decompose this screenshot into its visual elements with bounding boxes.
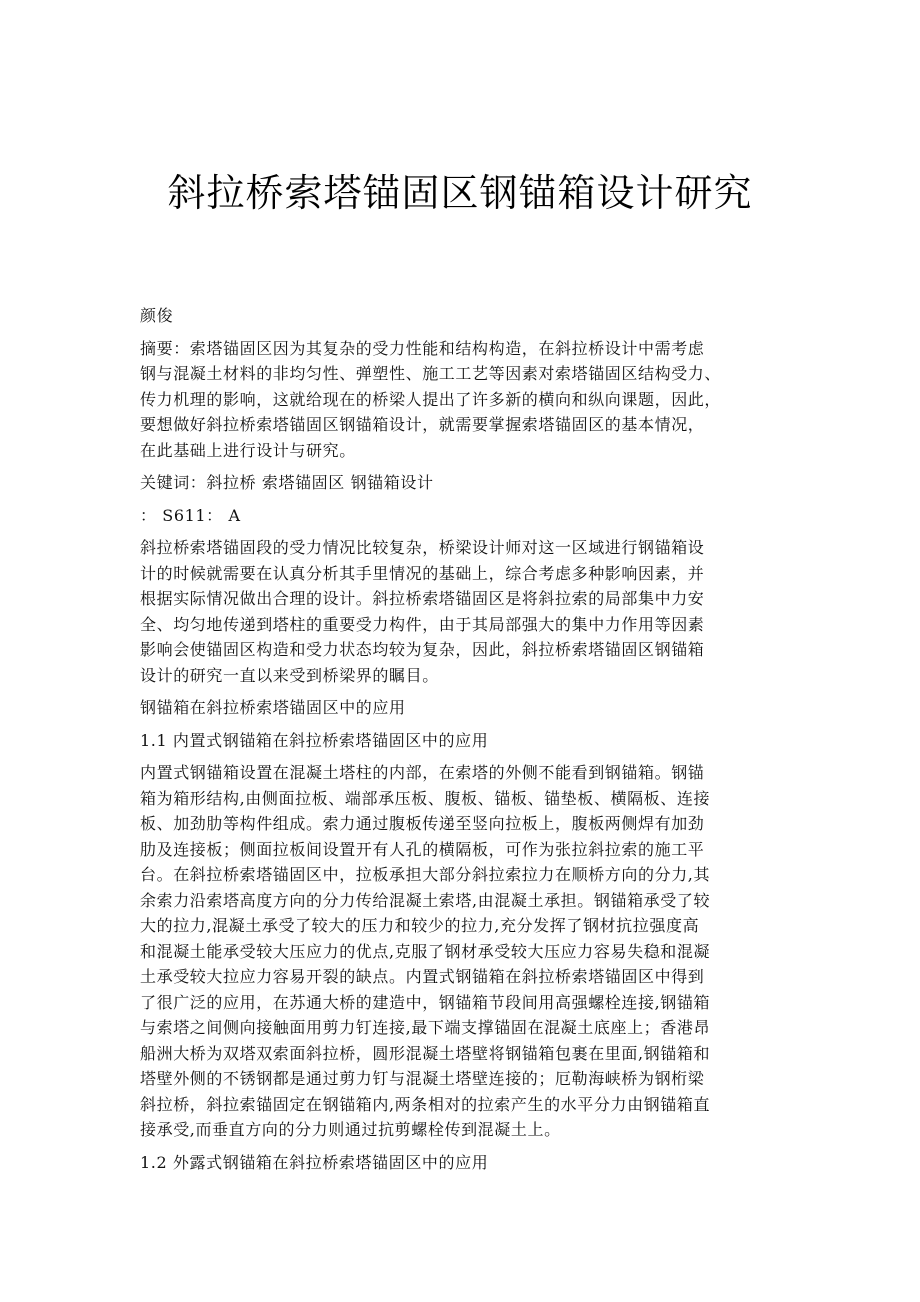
text-line: 和混凝土能承受较大压应力的优点,克服了钢材承受较大压应力容易失稳和混凝: [140, 941, 711, 961]
text-line: 斜拉桥索塔锚固段的受力情况比较复杂，桥梁设计师对这一区域进行钢锚箱设: [140, 538, 705, 557]
text-line: 计的时候就需要在认真分析其手里情况的基础上，综合考虑多种影响因素，并: [140, 563, 705, 583]
document-title: 斜拉桥索塔锚固区钢锚箱设计研究: [167, 171, 753, 215]
text-line: 塔壁外侧的不锈钢都是通过剪力钉与混凝土塔壁连接的；厄勒海峡桥为钢桁梁: [140, 1069, 705, 1088]
text-line: 余索力沿索塔高度方向的分力传给混凝土索塔,由混凝土承担。钢锚箱承受了较: [140, 890, 711, 910]
text-line: 接承受,而垂直方向的分力则通过抗剪螺栓传到混凝土上。: [140, 1120, 561, 1139]
text-line: 摘要：索塔锚固区因为其复杂的受力性能和结构构造，在斜拉桥设计中需考虑: [140, 338, 705, 358]
text-line: 在此基础上进行设计与研究。: [140, 440, 356, 460]
text-line: ： S611： A: [140, 505, 241, 525]
text-line: 设计的研究一直以来受到桥梁界的瞩目。: [140, 665, 439, 685]
section-heading: [140, 1150, 780, 1176]
text-line: 箱为箱形结构,由侧面拉板、端部承压板、腹板、锚板、锚垫板、横隔板、连接: [140, 788, 711, 808]
document-body: [140, 303, 780, 1182]
text-line: 肋及连接板；侧面拉板间设置开有人孔的横隔板，可作为张拉斜拉索的施工平: [140, 839, 705, 859]
author: [140, 303, 780, 329]
body-paragraph: [140, 535, 780, 688]
text-line: 1.2 外露式钢锚箱在斜拉桥索塔锚固区中的应用: [140, 1152, 489, 1172]
section-heading: [140, 728, 780, 754]
keywords-paragraph: [140, 470, 780, 496]
text-line: 大的拉力,混凝土承受了较大的压力和较少的拉力,充分发挥了钢材抗拉强度高: [140, 916, 700, 935]
text-line: 1.1 内置式钢锚箱在斜拉桥索塔锚固区中的应用: [140, 730, 489, 750]
text-line: 斜拉桥，斜拉索锚固定在钢锚箱内,两条相对的拉索产生的水平分力由钢锚箱直: [140, 1094, 711, 1114]
paragraph-list: [140, 336, 780, 1176]
text-line: 了很广泛的应用，在苏通大桥的建造中，钢锚箱节段间用高强螺栓连接,钢锚箱: [140, 992, 711, 1012]
text-line: 要想做好斜拉桥索塔锚固区钢锚箱设计，就需要掌握索塔锚固区的基本情况，: [140, 415, 705, 434]
text-line: 传力机理的影响，这就给现在的桥梁人提出了许多新的横向和纵向课题，因此，: [140, 389, 722, 409]
text-line: 影响会使锚固区构造和受力状态均较为复杂，因此，斜拉桥索塔锚固区钢锚箱: [140, 640, 705, 659]
text-line: 关键词：斜拉桥 索塔锚固区 钢锚箱设计: [140, 473, 434, 492]
text-line: 根据实际情况做出合理的设计。斜拉桥索塔锚固区是将斜拉索的局部集中力安: [140, 589, 705, 608]
text-line: 台。在斜拉桥索塔锚固区中，拉板承担大部分斜拉索拉力在顺桥方向的分力,其: [140, 865, 711, 884]
text-line: 钢锚箱在斜拉桥索塔锚固区中的应用: [140, 698, 406, 717]
section-heading: [140, 695, 780, 721]
text-line: 内置式钢锚箱设置在混凝土塔柱的内部，在索塔的外侧不能看到钢锚箱。钢锚: [140, 763, 705, 782]
text-line: 板、加劲肋等构件组成。索力通过腹板传递至竖向拉板上，腹板两侧焊有加劲: [140, 814, 705, 833]
text-line: 船洲大桥为双塔双索面斜拉桥，圆形混凝土塔壁将钢锚箱包裹在里面,钢锚箱和: [140, 1043, 711, 1063]
author-name: 颜俊: [140, 306, 174, 325]
text-line: 土承受较大拉应力容易开裂的缺点。内置式钢锚箱在斜拉桥索塔锚固区中得到: [140, 967, 705, 986]
text-line: 全、均匀地传递到塔柱的重要受力构件，由于其局部强大的集中力作用等因素: [140, 614, 705, 634]
abstract-paragraph: [140, 336, 780, 464]
body-paragraph: [140, 760, 780, 1143]
classification-paragraph: [140, 503, 780, 529]
text-line: 与索塔之间侧向接触面用剪力钉连接,最下端支撑锚固在混凝土底座上；香港昂: [140, 1018, 711, 1037]
text-line: 钢与混凝土材料的非均匀性、弹塑性、施工工艺等因素对索塔锚固区结构受力、: [140, 364, 722, 383]
